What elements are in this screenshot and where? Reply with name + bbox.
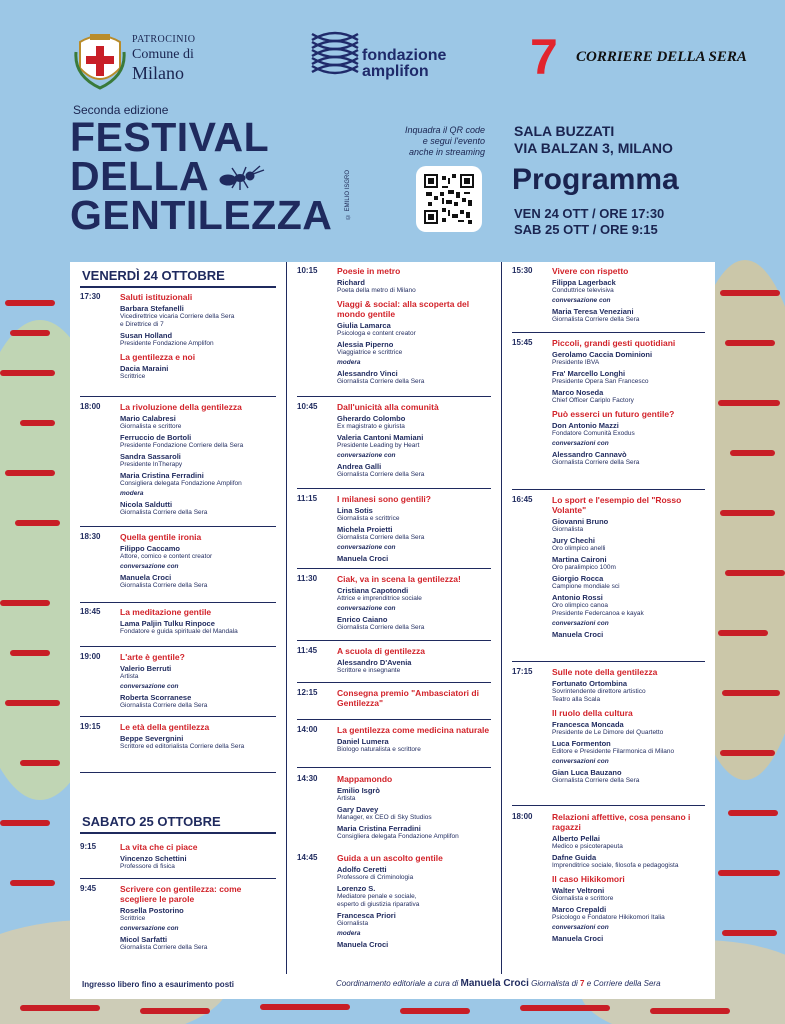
speaker-name: Marco Noseda [552, 388, 604, 397]
speaker-role: Teatro alla Scala [552, 696, 601, 703]
speaker-name: Cristiana Capotondi [337, 586, 409, 595]
speaker-name: Andrea Galli [337, 462, 382, 471]
qr-code[interactable] [416, 166, 482, 232]
event-time: 9:15 [80, 842, 97, 851]
event-title: La gentilezza come medicina naturale [337, 725, 490, 735]
speaker-role: Conduttrice televisiva [552, 287, 614, 294]
speaker-name: Vincenzo Schettini [120, 854, 187, 863]
speaker-role: Giornalista [552, 526, 584, 533]
moderator-label: conversazioni con [552, 758, 609, 765]
program-event [297, 688, 491, 708]
program-event [297, 574, 491, 632]
speaker-name: Ferruccio de Bortoli [120, 433, 192, 442]
speaker-role: Psicologa e content creator [337, 330, 416, 337]
speaker-role: Giornalista Corriere della Sera [120, 944, 208, 951]
program-column-2 [286, 262, 501, 974]
qr-line-3: anche in streaming [408, 147, 485, 157]
speaker-name: Gherardo Colombo [337, 414, 406, 423]
speaker-name: Emilio Isgrò [337, 786, 380, 795]
speaker-name: Maria Teresa Veneziani [552, 307, 634, 316]
speaker-role: Giornalista Corriere della Sera [552, 777, 640, 784]
speaker-name: Alessandro Cannavò [552, 450, 627, 459]
speaker-role: Attrice e imprenditrice sociale [337, 595, 422, 602]
event-body [337, 688, 491, 708]
program-event [80, 842, 276, 871]
event-body [120, 842, 276, 871]
event-divider [80, 878, 276, 879]
event-body [552, 812, 705, 943]
event-time: 14:00 [297, 725, 318, 734]
speaker-role: Giornalista Corriere della Sera [552, 459, 640, 466]
program-event [297, 494, 491, 563]
event-time: 19:00 [80, 652, 101, 661]
day-rule-friday [80, 286, 276, 288]
speaker-role: Giornalista [337, 920, 369, 927]
event-divider [297, 488, 491, 489]
speaker-role: Vicedirettrice vicaria Corriere della Sera [120, 313, 235, 320]
event-divider [80, 396, 276, 397]
event-title: A scuola di gentilezza [337, 646, 426, 656]
speaker-role: Professore di fisica [120, 863, 175, 870]
day-title-friday: VENERDÌ 24 OTTOBRE [82, 268, 225, 283]
event-time: 14:45 [297, 853, 318, 862]
program-event [297, 266, 491, 386]
amplifon-mark-icon [310, 28, 360, 84]
speaker-name: Alberto Pellai [552, 834, 600, 843]
corriere-label: CORRIERE DELLA SERA [576, 49, 747, 65]
speaker-name: Filippa Lagerback [552, 278, 616, 287]
event-divider [512, 332, 705, 333]
event-title: La rivoluzione della gentilezza [120, 402, 242, 412]
event-title: Consegna premio "Ambasciatori di Gentilezza" [337, 688, 479, 708]
speaker-role: Presidente IBVA [552, 359, 600, 366]
moderator-label: conversazione con [120, 563, 179, 570]
event-body [120, 292, 276, 381]
speaker-role: Ex magistrato e giurista [337, 423, 405, 430]
event-time: 19:15 [80, 722, 101, 731]
event-title: Scrivere con gentilezza: come scegliere le parole [120, 884, 242, 904]
event-title: Saluti istituzionali [120, 292, 193, 302]
event-body [337, 853, 491, 949]
event-divider [297, 719, 491, 720]
event-title: Dall'unicità alla comunità [337, 402, 439, 412]
event-subtitle: Può esserci un futuro gentile? [552, 409, 675, 419]
moderator-label: conversazione con [337, 605, 396, 612]
speaker-name: Don Antonio Mazzi [552, 421, 619, 430]
speaker-role: Artista [337, 795, 356, 802]
event-divider [512, 805, 705, 806]
event-body [337, 774, 491, 841]
speaker-role: Editore e Presidente Filarmonica di Milano [552, 748, 675, 755]
speaker-role: Chief Officer Cariplo Factory [552, 397, 634, 404]
qr-line-2: e segui l'evento [422, 136, 485, 146]
event-time: 10:15 [297, 266, 318, 275]
event-divider [297, 568, 491, 569]
program-event [512, 812, 705, 943]
moderator-label: modera [337, 930, 361, 937]
event-divider [512, 489, 705, 490]
title-line-1: FESTIVAL [70, 114, 270, 160]
program-event [297, 853, 491, 949]
patrocinio-label: PATROCINIO [132, 34, 196, 45]
program-event [297, 646, 491, 675]
event-title: Mappamondo [337, 774, 393, 784]
moderator-label: conversazioni con [552, 620, 609, 627]
speaker-role: Scrittore ed editorialista Corriere della Sera [120, 743, 245, 750]
day-rule-saturday [80, 832, 276, 834]
event-time: 18:45 [80, 607, 101, 616]
speaker-name: Sandra Sassaroli [120, 452, 181, 461]
speaker-role: Presidente Fondazione Corriere della Sera [120, 442, 244, 449]
event-body [120, 884, 276, 952]
speaker-role: Fondatore Comunità Exodus [552, 430, 635, 437]
event-time: 18:30 [80, 532, 101, 541]
speaker-name: Valerio Berruti [120, 664, 172, 673]
speaker-name: Daniel Lumera [337, 737, 389, 746]
footer-credits [336, 978, 661, 989]
event-divider [80, 602, 276, 603]
speaker-role: Consigliera delegata Fondazione Amplifon [120, 480, 242, 487]
event-title: Lo sport e l'esempio del "Rosso Volante" [552, 495, 682, 515]
speaker-name: Mario Calabresi [120, 414, 176, 423]
event-title: I milanesi sono gentili? [337, 494, 431, 504]
speaker-role: Giornalista Corriere della Sera [337, 624, 425, 631]
speaker-name: Marco Crepaldi [552, 905, 607, 914]
event-time: 9:45 [80, 884, 97, 893]
event-title: Relazioni affettive, cosa pensano i ragazzi [552, 812, 691, 832]
speaker-name: Giulia Lamarca [337, 321, 391, 330]
speaker-name: Francesca Moncada [552, 720, 624, 729]
event-body [120, 402, 276, 517]
patrocinio-logo [74, 32, 204, 90]
artist-credit: © EMILIO ISGRÒ [345, 170, 351, 220]
event-divider [80, 646, 276, 647]
amplifon-label: amplifon [362, 63, 429, 80]
speaker-name: Lorenzo S. [337, 884, 376, 893]
event-time: 14:30 [297, 774, 318, 783]
qr-instructions [395, 125, 485, 158]
event-subtitle: Il ruolo della cultura [552, 708, 633, 718]
dates [514, 206, 664, 238]
event-divider [297, 640, 491, 641]
moderator-label: modera [337, 359, 361, 366]
speaker-name: Antonio Rossi [552, 593, 603, 602]
speaker-name: Richard [337, 278, 365, 287]
event-time: 16:45 [512, 495, 533, 504]
footer-prefix: Coordinamento editoriale a cura di [336, 979, 459, 988]
event-title: Guida a un ascolto gentile [337, 853, 443, 863]
event-title: Sulle note della gentilezza [552, 667, 658, 677]
event-body [337, 574, 491, 632]
event-title: Poesie in metro [337, 266, 401, 276]
event-body [120, 532, 276, 590]
speaker-name: Rosella Postorino [120, 906, 184, 915]
program-column-3 [501, 262, 715, 974]
event-divider [512, 661, 705, 662]
speaker-role: Consigliera delegata Fondazione Amplifon [337, 833, 459, 840]
milano-label: Milano [132, 63, 184, 83]
speaker-role: Giornalista Corriere della Sera [337, 471, 425, 478]
event-body [337, 402, 491, 479]
moderator-label: conversazione con [120, 925, 179, 932]
event-divider [80, 772, 276, 773]
speaker-role: Attore, comico e content creator [120, 553, 213, 560]
qr-code-icon [424, 174, 474, 224]
footer-seven: 7 [580, 979, 585, 988]
speaker-role: Giornalista e scrittore [552, 895, 614, 902]
venue-line-2: VIA BALZAN 3, MILANO [514, 140, 673, 156]
speaker-name: Giorgio Rocca [552, 574, 604, 583]
qr-line-1: Inquadra il QR code [404, 125, 485, 135]
speaker-name: Michela Proietti [337, 525, 393, 534]
speaker-name: Micol Sarfatti [120, 935, 168, 944]
speaker-name: Giovanni Bruno [552, 517, 609, 526]
moderator-label: conversazione con [552, 297, 611, 304]
speaker-name: Alessia Piperno [337, 340, 394, 349]
speaker-name: Walter Veltroni [552, 886, 605, 895]
speaker-role: Sovrintendente direttore artistico [552, 688, 646, 695]
speaker-name: Maria Cristina Ferradini [337, 824, 421, 833]
speaker-role: Manager, ex CEO di Sky Studios [337, 814, 432, 821]
speaker-name: Alessandro D'Avenia [337, 658, 412, 667]
event-title: L'arte è gentile? [120, 652, 185, 662]
speaker-role: Viaggiatrice e scrittrice [337, 349, 403, 356]
event-title: Vivere con rispetto [552, 266, 629, 276]
speaker-role: Imprenditrice sociale, filosofa e pedagogista [552, 862, 679, 869]
program-event [512, 266, 705, 324]
speaker-role: Oro olimpico canoa [552, 602, 608, 609]
speaker-role: Giornalista e scrittore [120, 423, 182, 430]
speaker-name: Manuela Croci [552, 630, 604, 639]
speaker-role: Giornalista e scrittrice [337, 515, 400, 522]
program-event [512, 495, 705, 639]
speaker-role: Presidente InTherapy [120, 461, 183, 468]
event-body [120, 652, 276, 710]
program-event [80, 402, 276, 517]
speaker-name: Dacia Maraini [120, 364, 169, 373]
speaker-role: Oro olimpico anelli [552, 545, 606, 552]
header [0, 0, 785, 262]
speaker-role: Giornalista Corriere della Sera [337, 378, 425, 385]
event-title: Ciak, va in scena la gentilezza! [337, 574, 461, 584]
event-divider [297, 767, 491, 768]
speaker-name: Barbara Stefanelli [120, 304, 184, 313]
speaker-role: Medico e psicoterapeuta [552, 843, 623, 850]
footer-name: Manuela Croci [460, 978, 529, 989]
program-event [297, 402, 491, 479]
speaker-role: Presidente Fondazione Amplifon [120, 340, 214, 347]
event-body [337, 725, 491, 754]
speaker-name: Manuela Croci [120, 573, 172, 582]
speaker-name: Manuela Croci [337, 554, 389, 563]
moderator-label: conversazione con [337, 544, 396, 551]
speaker-role: Oro paralimpico 100m [552, 564, 616, 571]
speaker-name: Dafne Guida [552, 853, 597, 862]
footer-mid: Giornalista di [531, 979, 578, 988]
moderator-label: conversazioni con [552, 924, 609, 931]
moderator-label: conversazioni con [552, 440, 609, 447]
event-body [552, 495, 705, 639]
event-body [120, 607, 276, 636]
event-body [337, 646, 491, 675]
speaker-name: Francesca Priori [337, 911, 396, 920]
speaker-name: Martina Caironi [552, 555, 607, 564]
speaker-role: Scrittore e insegnante [337, 667, 401, 674]
speaker-role: Fondatore e guida spirituale del Mandala [120, 628, 238, 635]
venue [514, 123, 673, 157]
event-time: 18:00 [80, 402, 101, 411]
event-time: 17:30 [80, 292, 101, 301]
speaker-name: Roberta Scorranese [120, 693, 192, 702]
speaker-role: Giornalista Corriere della Sera [120, 702, 208, 709]
speaker-name: Manuela Croci [337, 940, 389, 949]
event-title: Quella gentile ironia [120, 532, 202, 542]
speaker-role: esperto di giustizia riparativa [337, 901, 420, 908]
event-body [337, 494, 491, 563]
speaker-name: Manuela Croci [552, 934, 604, 943]
speaker-role: Presidente Federcanoa e kayak [552, 610, 644, 617]
speaker-name: Valeria Cantoni Mamiani [337, 433, 424, 442]
speaker-role: Giornalista Corriere della Sera [552, 316, 640, 323]
fondazione-amplifon-logo [310, 28, 470, 88]
event-title: Le età della gentilezza [120, 722, 210, 732]
speaker-role: Campione mondiale sci [552, 583, 620, 590]
speaker-name: Alessandro Vinci [337, 369, 398, 378]
speaker-role: Mediatore penale e sociale, [337, 893, 417, 900]
event-time: 17:15 [512, 667, 533, 676]
speaker-name: Maria Cristina Ferradini [120, 471, 204, 480]
speaker-name: Adolfo Ceretti [337, 865, 387, 874]
program-event [80, 532, 276, 590]
moderator-label: conversazione con [337, 452, 396, 459]
speaker-name: Lama Paljin Tulku Rinpoce [120, 619, 215, 628]
event-title: La vita che ci piace [120, 842, 198, 852]
event-divider [80, 716, 276, 717]
speaker-name: Fra' Marcello Longhi [552, 369, 626, 378]
speaker-role: Presidente de Le Dimore del Quartetto [552, 729, 664, 736]
speaker-name: Lina Sotis [337, 506, 373, 515]
speaker-name: Enrico Caiano [337, 615, 388, 624]
fondazione-label: fondazione [362, 47, 447, 64]
program-event [80, 652, 276, 710]
speaker-role: Giornalista Corriere della Sera [337, 534, 425, 541]
speaker-role: Poeta della metro di Milano [337, 287, 416, 294]
venue-line-1: SALA BUZZATI [514, 123, 615, 139]
speaker-name: Jury Chechi [552, 536, 595, 545]
speaker-name: Gerolamo Caccia Dominioni [552, 350, 653, 359]
date-friday: VEN 24 OTT / ORE 17:30 [514, 206, 665, 221]
milano-crest-icon [74, 32, 126, 90]
speaker-role: Scrittrice [120, 915, 146, 922]
seven-logo: 7 [530, 29, 558, 85]
event-body [337, 266, 491, 386]
event-time: 10:45 [297, 402, 318, 411]
ant-icon [218, 164, 268, 194]
footer-free-entry: Ingresso libero fino a esaurimento posti [82, 980, 235, 989]
program-event [80, 722, 276, 751]
event-body [552, 667, 705, 785]
speaker-role: Psicologo e Fondatore Hikikomori Italia [552, 914, 665, 921]
event-body [552, 338, 705, 467]
event-time: 11:15 [297, 494, 318, 503]
event-time: 18:00 [512, 812, 533, 821]
corriere-seven-logo [530, 29, 760, 85]
day-title-saturday: SABATO 25 OTTOBRE [82, 814, 221, 829]
speaker-role: Presidente Leading by Heart [337, 442, 420, 449]
date-saturday: SAB 25 OTT / ORE 9:15 [514, 222, 658, 237]
title-line-3: GENTILEZZA [70, 192, 333, 238]
event-divider [80, 526, 276, 527]
program-event [297, 774, 491, 841]
program-event [80, 884, 276, 952]
event-divider [297, 682, 491, 683]
footer-suffix: e Corriere della Sera [586, 979, 661, 988]
speaker-role: Giornalista Corriere della Sera [120, 509, 208, 516]
speaker-role: e Direttrice di 7 [120, 321, 164, 328]
speaker-role: Scrittrice [120, 373, 146, 380]
program-column-1 [70, 262, 286, 974]
event-time: 15:45 [512, 338, 533, 347]
event-subtitle: Il caso Hikikomori [552, 874, 625, 884]
edition-label: Seconda edizione [73, 103, 169, 117]
speaker-role: Professore di Criminologia [337, 874, 414, 881]
event-time: 11:45 [297, 646, 318, 655]
speaker-name: Luca Formenton [552, 739, 611, 748]
program-event [512, 338, 705, 467]
event-time: 15:30 [512, 266, 533, 275]
event-subtitle: Viaggi & social: alla scoperta del mondo gentile [337, 299, 470, 319]
event-title: Piccoli, grandi gesti quotidiani [552, 338, 676, 348]
program-event [297, 725, 491, 754]
speaker-name: Susan Holland [120, 331, 173, 340]
program-event [80, 292, 276, 381]
speaker-role: Artista [120, 673, 139, 680]
moderator-label: conversazione con [120, 683, 179, 690]
speaker-name: Beppe Severgnini [120, 734, 184, 743]
comune-label: Comune di [132, 47, 194, 62]
speaker-name: Filippo Caccamo [120, 544, 181, 553]
event-title: La meditazione gentile [120, 607, 212, 617]
speaker-name: Nicola Saldutti [120, 500, 173, 509]
title-line-2: DELLA [70, 153, 210, 199]
speaker-name: Gian Luca Bauzano [552, 768, 622, 777]
moderator-label: modera [120, 490, 144, 497]
programma-heading: Programma [512, 163, 679, 196]
festival-title [70, 114, 333, 238]
speaker-role: Biologo naturalista e scrittore [337, 746, 421, 753]
event-time: 12:15 [297, 688, 318, 697]
event-subtitle: La gentilezza e noi [120, 352, 196, 362]
speaker-name: Gary Davey [337, 805, 379, 814]
event-divider [297, 396, 491, 397]
program-panel [70, 262, 715, 999]
event-time: 11:30 [297, 574, 318, 583]
speaker-name: Fortunato Ortombina [552, 679, 627, 688]
event-body [552, 266, 705, 324]
speaker-role: Giornalista Corriere della Sera [120, 582, 208, 589]
event-body [120, 722, 276, 751]
speaker-role: Presidente Opera San Francesco [552, 378, 649, 385]
program-event [80, 607, 276, 636]
program-event [512, 667, 705, 785]
